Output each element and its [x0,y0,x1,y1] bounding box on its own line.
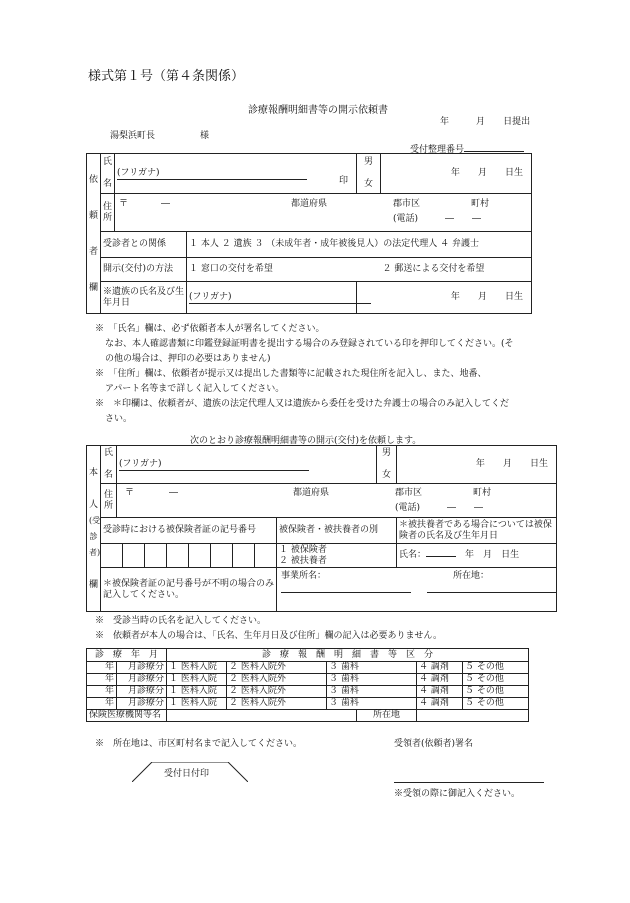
requester-notes: ※ 「氏名」欄は、必ず依頼者本人が署名してください。 なお、本人確認書類に印鑑登録証明書を提出する場合のみ登録されている印を押印してください。(そ の他の場合は、押印の必要はありません) ※ 「住所」欄は、依頼者が提示又は提出した書類等に記載された現住所を記入し、また、地番、 アパート名等まで詳しく記入してください。 ※ ＊印欄は、依頼者が、遺族の法定代理人又は遺族から委任を受けた弁護士の場合のみ記入してくだ さい。 [95,324,514,424]
treatment-table [86,648,529,722]
requester-birth-field[interactable]: 年 月 日生 [381,154,532,194]
period-header: 診 療 年 月 [87,649,167,662]
category-header: 診 療 報 酬 明 細 書 等 区 分 [167,649,529,662]
treatment-row[interactable]: 年 月診療分 １ 医科入院 ２ 医科入院外 ３ 歯科 ４ 調剤 ５ その他 [87,662,529,674]
requester-name-field[interactable]: (フリガナ) 印 [115,154,357,194]
deceased-name-field[interactable]: (フリガナ) [187,282,357,314]
dependent-name-field[interactable]: 氏名： 年 月 日生 [397,544,557,568]
patient-name-field[interactable]: (フリガナ) [117,446,377,484]
insurance-number-label: 受診時における被保険者証の記号番号 [101,518,277,544]
employer-field[interactable]: 事業所名： 所在地： [277,568,557,612]
requester-sex-field[interactable]: 男 女 [357,154,381,194]
patient-birth-field[interactable]: 年 月 日生 [397,446,557,484]
recipient-signature-label: 受領者(依頼者)署名 [394,739,474,749]
requester-name-label: 氏 名 [101,154,115,194]
treatment-row[interactable]: 年 月診療分 １ 医科入院 ２ 医科入院外 ３ 歯科 ４ 調剤 ５ その他 [87,674,529,686]
deceased-label: ※遺族の氏名及び生年月日 [101,282,187,314]
requester-table [86,153,532,314]
institution-location-field[interactable] [417,710,529,722]
patient-table [86,445,557,612]
recipient-note: ※受領の際に御記入ください。 [394,789,521,799]
form-number: 様式第１号（第４条関係） [88,69,245,84]
insurance-number-boxes[interactable] [101,544,277,568]
addressee: 湯梨浜町長 様 [110,131,210,141]
page-title: 診療報酬明細書等の開示依頼書 [248,105,388,116]
requester-address-label: 住 所 [101,194,115,232]
deceased-birth-field[interactable]: 年 月 日生 [357,282,532,314]
institution-field[interactable] [167,710,357,722]
recipient-signature-line[interactable] [394,782,544,783]
relation-label: 受診者との関係 [101,232,187,258]
requester-address-field[interactable]: 〒 ― 都道府県 郡市区 町村 (電話) ― ― [115,194,532,232]
footer-note: ※ 所在地は、市区町村名まで記入してください。 [95,739,303,749]
treatment-row[interactable]: 年 月診療分 １ 医科入院 ２ 医科入院外 ３ 歯科 ４ 調剤 ５ その他 [87,686,529,698]
request-sentence: 次のとおり診療報酬明細書等の開示(交付)を依頼します。 [190,436,422,446]
receipt-number[interactable]: 受付整理番号 [410,142,524,155]
treatment-row[interactable]: 年 月診療分 １ 医科入院 ２ 医科入院外 ３ 歯科 ４ 調剤 ５ その他 [87,698,529,710]
delivery-option-window[interactable]: １ 窓口の交付を希望 [187,258,381,282]
patient-name-label: 氏 名 [101,446,117,484]
patient-sex-field[interactable]: 男 女 [377,446,397,484]
unknown-number-note: ＊被保険者証の記号番号が不明の場合のみ記入してください。 [101,568,277,612]
delivery-method-label: 開示(交付)の方法 [101,258,187,282]
delivery-option-mail[interactable]: ２ 郵送による交付を希望 [381,258,532,282]
patient-notes: ※ 受診当時の氏名を記入してください。 ※ 依頼者が本人の場合は、「氏名、生年月日及び住所」欄の記入は必要ありません。 [95,616,443,641]
insured-type-options[interactable]: １ 被保険者 ２ 被扶養者 [277,544,397,568]
relation-options[interactable]: １ 本人 ２ 遺族 ３ （未成年者・成年被後見人）の法定代理人 ４ 弁護士 [187,232,532,258]
patient-address-field[interactable]: 〒 ― 都道府県 郡市区 町村 (電話) ― ― [117,484,557,518]
institution-location-label: 所在地 [357,710,417,722]
institution-label: 保険医療機関等名 [87,710,167,722]
date-stamp-label: 受付日付印 [164,769,210,779]
requester-side-label: 依 頼 者 欄 [87,154,101,314]
insured-type-label: 被保険者・被扶養者の別 [277,518,397,544]
patient-address-label: 住 所 [101,484,117,518]
submission-date: 年 月 日提出 [440,117,531,127]
patient-side-label: 本 人 (受診者) 欄 [87,446,101,612]
dependent-label: ＊被扶養者である場合については被保険者の氏名及び生年月日 [397,518,557,544]
